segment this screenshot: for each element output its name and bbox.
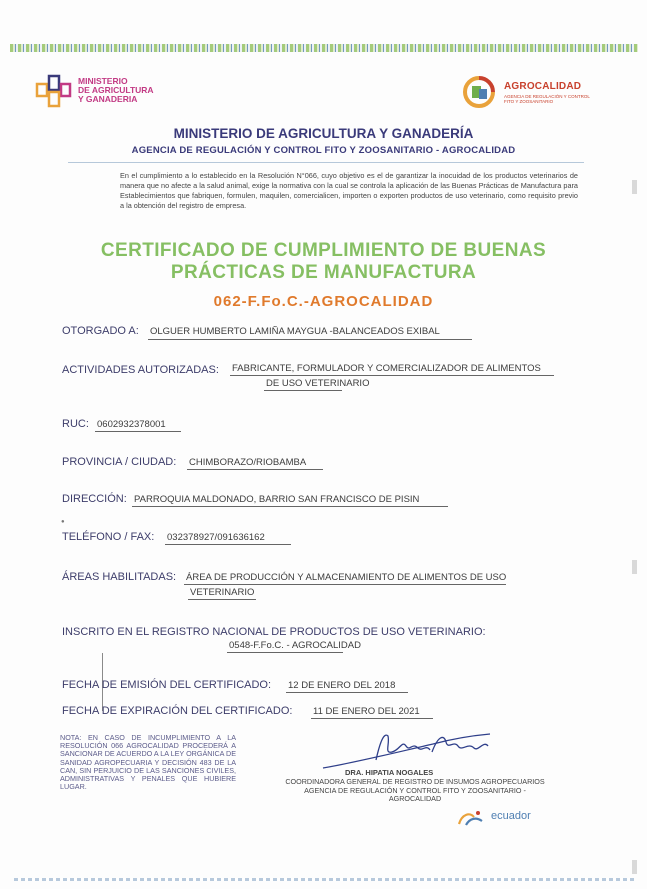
scan-edge-mark xyxy=(632,180,637,194)
signatory-role-line-1: COORDINADORA GENERAL DE REGISTRO DE INSUMOS AGROPECUARIOS xyxy=(285,777,545,786)
inscrito-underline xyxy=(227,652,343,653)
telefono-value: 032378927/091636162 xyxy=(167,532,265,543)
actividades-label: ACTIVIDADES AUTORIZADAS: xyxy=(62,364,219,376)
agrocalidad-subtitle: AGENCIA DE REGULACIÓN Y CONTROL FITO Y ZOOSANITARIO xyxy=(504,94,590,104)
expiracion-underline xyxy=(311,718,433,719)
actividades-underline-2 xyxy=(264,390,342,391)
certificate-title-line-2: PRÁCTICAS DE MANUFACTURA xyxy=(170,262,477,283)
ruc-label: RUC: xyxy=(62,418,89,430)
otorgado-underline xyxy=(148,339,472,340)
areas-value-line-1: ÁREA DE PRODUCCIÓN Y ALMACENAMIENTO DE ALIMENTOS DE USO xyxy=(186,572,507,583)
intro-paragraph: En el cumplimiento a lo establecido en la Resolución N°066, cuyo objetivo es el de garantizar la inocuidad de los productos veterinarios de manera que no afecte a la salud animal, exige la normativa con la cual se controla la aplicación de las Buenas Prácticas de Manufactura para Establecimientos que fabriquen, formulen, maquilen, comercialicen, importen o exporten productos de uso veterinario, como requisito previo a la obtención del registro de empresa. xyxy=(120,171,578,210)
direccion-value: PARROQUIA MALDONADO, BARRIO SAN FRANCISCO DE PISIN xyxy=(134,494,420,505)
scan-edge-mark xyxy=(632,560,637,574)
agrocalidad-title: AGROCALIDAD xyxy=(504,81,582,92)
expiracion-label: FECHA DE EXPIRACIÓN DEL CERTIFICADO: xyxy=(62,705,293,717)
certificate-title xyxy=(0,240,647,284)
inscrito-value: 0548-F.Fo.C. - AGROCALIDAD xyxy=(229,640,361,651)
direccion-underline xyxy=(132,506,448,507)
telefono-label: TELÉFONO / FAX: xyxy=(62,531,155,543)
agency-heading: AGENCIA DE REGULACIÓN Y CONTROL FITO Y ZOOSANITARIO - AGROCALIDAD xyxy=(131,145,516,156)
emision-underline xyxy=(286,692,408,693)
signatory-role xyxy=(250,778,580,804)
certificate-code: 062-F.Fo.C.-AGROCALIDAD xyxy=(213,293,434,310)
certificate-title-line-1: CERTIFICADO DE CUMPLIMIENTO DE BUENAS xyxy=(100,240,547,261)
mag-logo-text xyxy=(78,77,154,104)
emision-label: FECHA DE EMISIÓN DEL CERTIFICADO: xyxy=(62,679,272,691)
ruc-value: 0602932378001 xyxy=(97,419,166,430)
actividades-value-line-1: FABRICANTE, FORMULADOR Y COMERCIALIZADOR DE ALIMENTOS xyxy=(232,363,541,374)
sanction-note: NOTA: EN CASO DE INCUMPLIMIENTO A LA RESOLUCIÓN 066 AGROCALIDAD PROCEDERÁ A SANCIONAR DE ACUERDO A LA LEY ORGÁNICA DE SANIDAD AGROPECUARIA Y DECISIÓN 483 DE LA CAN, SIN PERJUICIO DE LAS SANCIONES CIVILES, ADMINISTRATIVAS Y PENALES QUE HUBIERE LUGAR. xyxy=(60,733,237,792)
actividades-value-line-2: DE USO VETERINARIO xyxy=(266,378,370,389)
signatory-role-line-2: AGENCIA DE REGULACIÓN Y CONTROL FITO Y ZOOSANITARIO - xyxy=(304,785,526,795)
stray-mark: ● xyxy=(61,519,65,525)
ministry-heading: MINISTERIO DE AGRICULTURA Y GANADERÍA xyxy=(173,126,474,141)
handwritten-signature xyxy=(318,722,518,774)
header-divider xyxy=(68,162,584,163)
provincia-value: CHIMBORAZO/RIOBAMBA xyxy=(189,457,307,468)
otorgado-label: OTORGADO A: xyxy=(62,325,139,337)
mag-line-2: DE AGRICULTURA xyxy=(78,85,154,95)
areas-underline-1 xyxy=(184,584,506,585)
areas-underline-2 xyxy=(188,599,256,600)
direccion-label: DIRECCIÓN: xyxy=(62,493,127,505)
actividades-underline-1 xyxy=(230,375,554,376)
ruc-underline xyxy=(95,431,181,432)
areas-value-line-2: VETERINARIO xyxy=(190,587,255,598)
provincia-underline xyxy=(187,469,323,470)
mag-logo xyxy=(35,74,73,108)
expiracion-value: 11 DE ENERO DEL 2021 xyxy=(313,706,420,717)
mag-line-3: Y GANADERIA xyxy=(78,94,138,104)
mag-line-1: MINISTERIO xyxy=(78,76,128,86)
inscrito-label: INSCRITO EN EL REGISTRO NACIONAL DE PRODUCTOS DE USO VETERINARIO: xyxy=(62,626,486,638)
decorative-top-border xyxy=(10,44,638,52)
ecuador-logo xyxy=(456,808,486,828)
telefono-underline xyxy=(165,544,291,545)
otorgado-value: OLGUER HUMBERTO LAMIÑA MAYGUA -BALANCEADOS EXIBAL xyxy=(150,326,440,337)
signatory-role-line-3: AGROCALIDAD xyxy=(388,794,442,803)
emision-value: 12 DE ENERO DEL 2018 xyxy=(288,680,396,691)
ecuador-wordmark: ecuador xyxy=(491,810,531,822)
decorative-bottom-border xyxy=(14,878,634,881)
scan-edge-mark xyxy=(632,860,637,874)
areas-label: ÁREAS HABILITADAS: xyxy=(62,571,177,583)
agrocalidad-logo xyxy=(459,75,499,109)
provincia-label: PROVINCIA / CIUDAD: xyxy=(62,456,177,468)
signatory-name: DRA. HIPATIA NOGALES xyxy=(345,768,434,777)
